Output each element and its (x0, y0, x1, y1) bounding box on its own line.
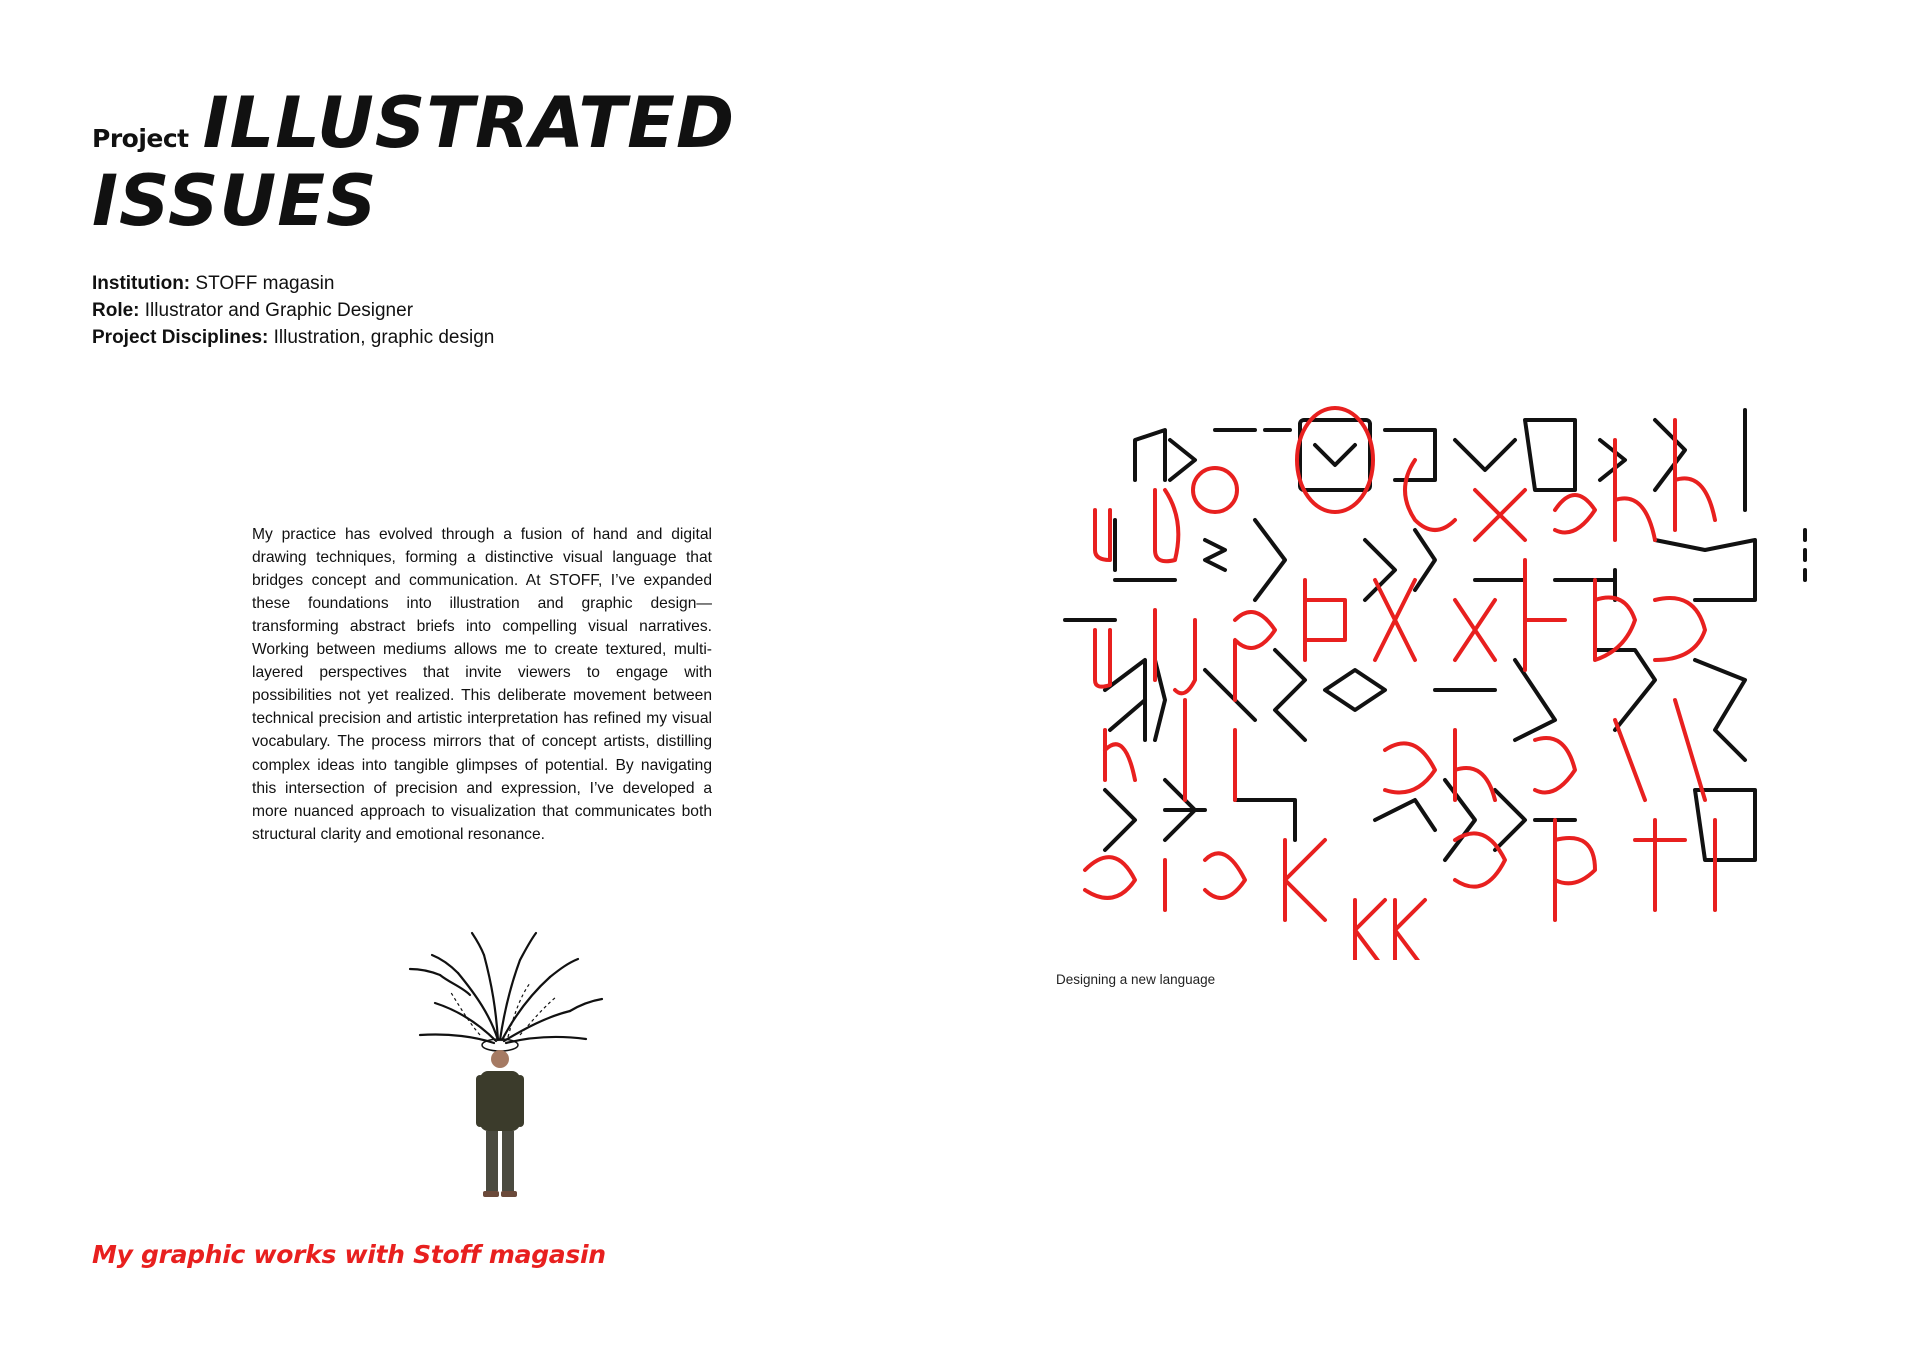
institution-label: Institution: (92, 273, 191, 294)
meta-institution (92, 270, 494, 297)
role-label: Role: (92, 300, 140, 321)
project-label: Project (92, 124, 189, 153)
meta-disciplines (92, 324, 494, 351)
meta-role (92, 297, 494, 324)
page-title (92, 82, 772, 242)
institution-value: STOFF magasin (190, 273, 335, 294)
section-footer-title: My graphic works with Stoff magasin (92, 1240, 606, 1269)
disciplines-label: Project Disciplines: (92, 327, 269, 348)
project-meta (92, 270, 494, 351)
language-glyph-artwork (1055, 400, 1855, 960)
title-line-1: ILLUSTRATED (202, 82, 736, 164)
person-illustration (380, 925, 620, 1215)
body-paragraph: My practice has evolved through a fusion of hand and digital drawing techniques, forming a distinctive visual language that bridges concept and communication. At STOFF, I’ve expanded these foundations into illustration and graphic design—transforming abstract briefs into compelling visual narratives. Working between mediums allows me to create textured, multi-layered perspectives that invite viewers to engage with possibilities not yet realized. This deliberate movement between technical precision and artistic interpretation has refined my visual vocabulary. The process mirrors that of concept artists, distilling complex ideas into tangible glimpses of potential. By navigating this intersection of precision and expression, I’ve developed a more nuanced approach to visualization that communicates both structural clarity and emotional resonance. (252, 525, 712, 843)
figure-caption: Designing a new language (1056, 972, 1216, 987)
title-line-2: ISSUES (92, 160, 378, 242)
role-value: Illustrator and Graphic Designer (139, 300, 414, 321)
disciplines-value: Illustration, graphic design (268, 327, 495, 348)
